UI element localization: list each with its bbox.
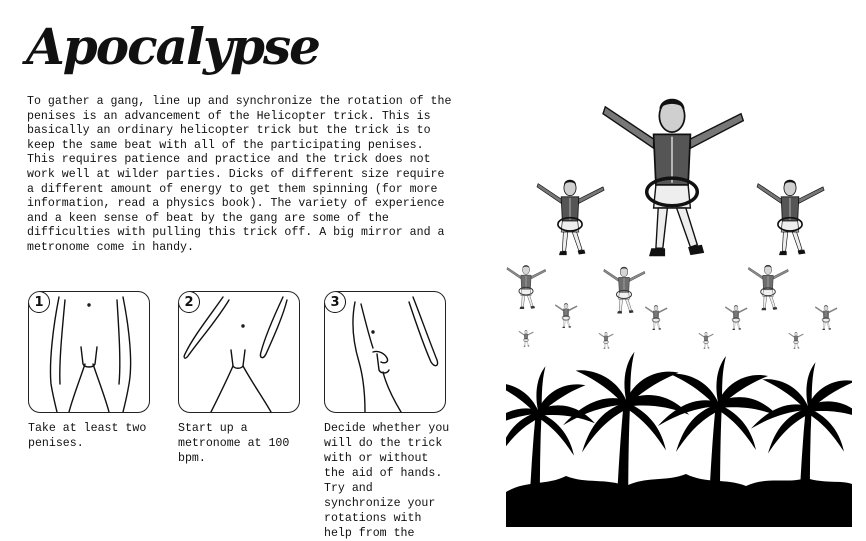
step-number-badge: 3 bbox=[324, 291, 346, 313]
figure-drawing bbox=[29, 292, 149, 412]
dancing-men-and-palm-trees-image bbox=[506, 80, 852, 527]
figure-drawing bbox=[179, 292, 299, 412]
step-3-illustration bbox=[324, 291, 446, 413]
collage-illustration bbox=[506, 80, 852, 527]
step-2 bbox=[178, 291, 304, 466]
step-2-caption: Start up a metronome at 100 bpm. bbox=[178, 422, 290, 465]
figure-drawing bbox=[325, 292, 445, 412]
intro-paragraph: To gather a gang, line up and synchronize the rotation of the penises is an advancement of the Helicopter trick. This is basically an ordinary helicopter trick but the trick is to keep the same beat with all of the participating penises. This requires patience and practice and the trick does not work well at wilder parties. Dicks of different size require a different amount of energy to get them spinning (for more information, read a physics book). The variety of experience and a keen sense of beat by the gang are some of the difficulties with pulling this trick off. A big mirror and a metronome come in handy. bbox=[27, 95, 452, 254]
step-1-caption: Take at least two penises. bbox=[28, 422, 147, 450]
step-1-illustration bbox=[28, 291, 150, 413]
page-title: Apocalypse bbox=[26, 17, 319, 76]
step-3 bbox=[324, 291, 450, 541]
step-1 bbox=[28, 291, 154, 451]
step-number-badge: 1 bbox=[28, 291, 50, 313]
step-3-caption: Decide whether you will do the trick with or without the aid of hands. Try and synchronize your rotations with help from the bbox=[324, 422, 450, 540]
step-number-badge: 2 bbox=[178, 291, 200, 313]
step-2-illustration bbox=[178, 291, 300, 413]
